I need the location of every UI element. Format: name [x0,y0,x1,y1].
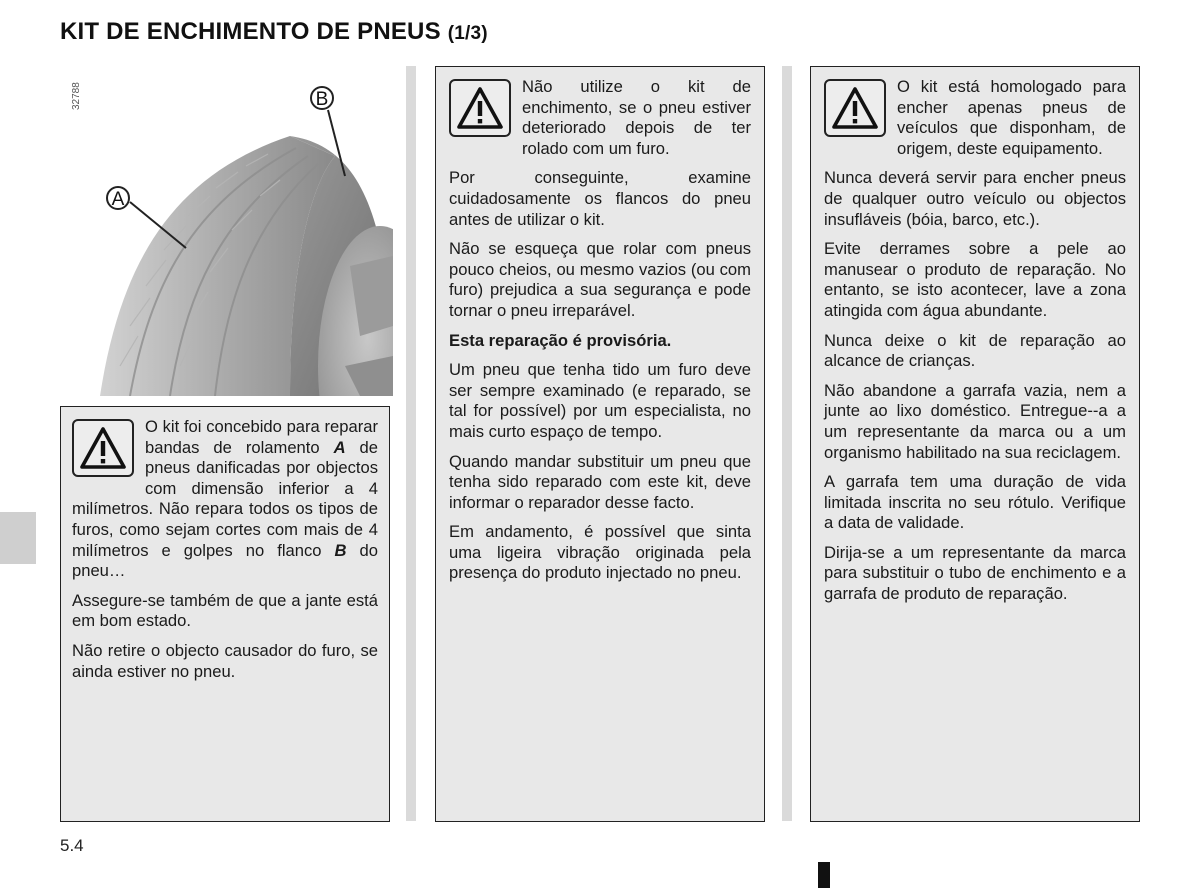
callout-b-label: B [315,89,329,110]
warning-2-paragraph-7: Em andamento, é possível que sinta uma ligeira vibração originada pela presença do produto injectado no pneu. [449,522,751,583]
tire-drawing [60,66,393,396]
page-title-part: (1/3) [447,23,488,44]
warning-1-paragraph-2: Assegure-se também de que a jante está em bom estado. [72,590,378,631]
warning-triangle-icon [72,419,134,477]
callout-a-label: A [111,189,125,210]
tire-illustration [60,66,393,396]
warning-triangle-icon [824,79,886,137]
warning-2-paragraph-6: Quando mandar substituir um pneu que tenha sido reparado com este kit, deve informar o reparador desse facto. [449,451,751,512]
figure-code [68,72,82,112]
column-divider [782,66,792,821]
chapter-tab [0,512,36,564]
warning-2-paragraph-2: Por conseguinte, examine cuidadosamente os flancos do pneu antes de utilizar o kit. [449,168,751,229]
warning-1-paragraph-3: Não retire o objecto causador do furo, se ainda estiver no pneu. [72,640,378,681]
page-number: 5.4 [60,836,84,855]
warning-3-paragraph-6: A garrafa tem uma duração de vida limitada inscrita no seu rótulo. Verifique a data de validade. [824,472,1126,533]
warning-box-homologation [810,66,1140,822]
warning-2-paragraph-1: Não utilize o kit de enchimento, se o pneu estiver deteriorado depois de ter rolado com um furo. [522,77,751,158]
figure-code-text: 32788 [71,82,82,110]
warning-box-damaged-tyre [435,66,765,822]
edge-mark [818,862,830,888]
page-title-text: KIT DE ENCHIMENTO DE PNEUS [60,18,441,45]
warning-triangle-icon [449,79,511,137]
warning-2-paragraph-5: Um pneu que tenha tido um furo deve ser sempre examinado (e reparado, se tal for possível) por um especialista, no mais curto espaço de tempo. [449,360,751,441]
warning-3-paragraph-5: Não abandone a garrafa vazia, nem a junte ao lixo doméstico. Entregue--a a um representante da marca ou a um organismo habilitado na sua reciclagem. [824,380,1126,462]
warning-2-paragraph-3: Não se esqueça que rolar com pneus pouco cheios, ou mesmo vazios (ou com furo) prejudica a sua segurança e pode tornar o pneu irreparável. [449,239,751,320]
warning-3-paragraph-3: Evite derrames sobre a pele ao manusear o produto de reparação. No entanto, se isto acontecer, lave a zona atingida com água abundante. [824,239,1126,320]
warning-1-paragraph-1: O kit foi concebido para reparar bandas de rolamento A de pneus danificadas por objectos com dimensão inferior a 4 milímetros. Não repara todos os tipos de furos, como sejam cortes com mais de 4 milímetros e golpes no flanco B do pneu… [72,417,378,581]
warning-3-paragraph-1: O kit está homologado para encher apenas pneus de veículos que disponham, de origem, deste equipamento. [897,77,1126,158]
page-title [60,18,488,46]
warning-3-paragraph-2: Nunca deverá servir para encher pneus de qualquer outro veículo ou objectos insufláveis (bóia, barco, etc.). [824,168,1126,229]
warning-2-paragraph-4: Esta reparação é provisória. [449,330,672,350]
warning-3-paragraph-4: Nunca deixe o kit de reparação ao alcance de crianças. [824,330,1126,371]
column-divider [406,66,416,821]
warning-box-kit-purpose [60,406,390,822]
warning-3-paragraph-7: Dirija-se a um representante da marca para substituir o tubo de enchimento e a garrafa de produto de reparação. [824,542,1126,604]
